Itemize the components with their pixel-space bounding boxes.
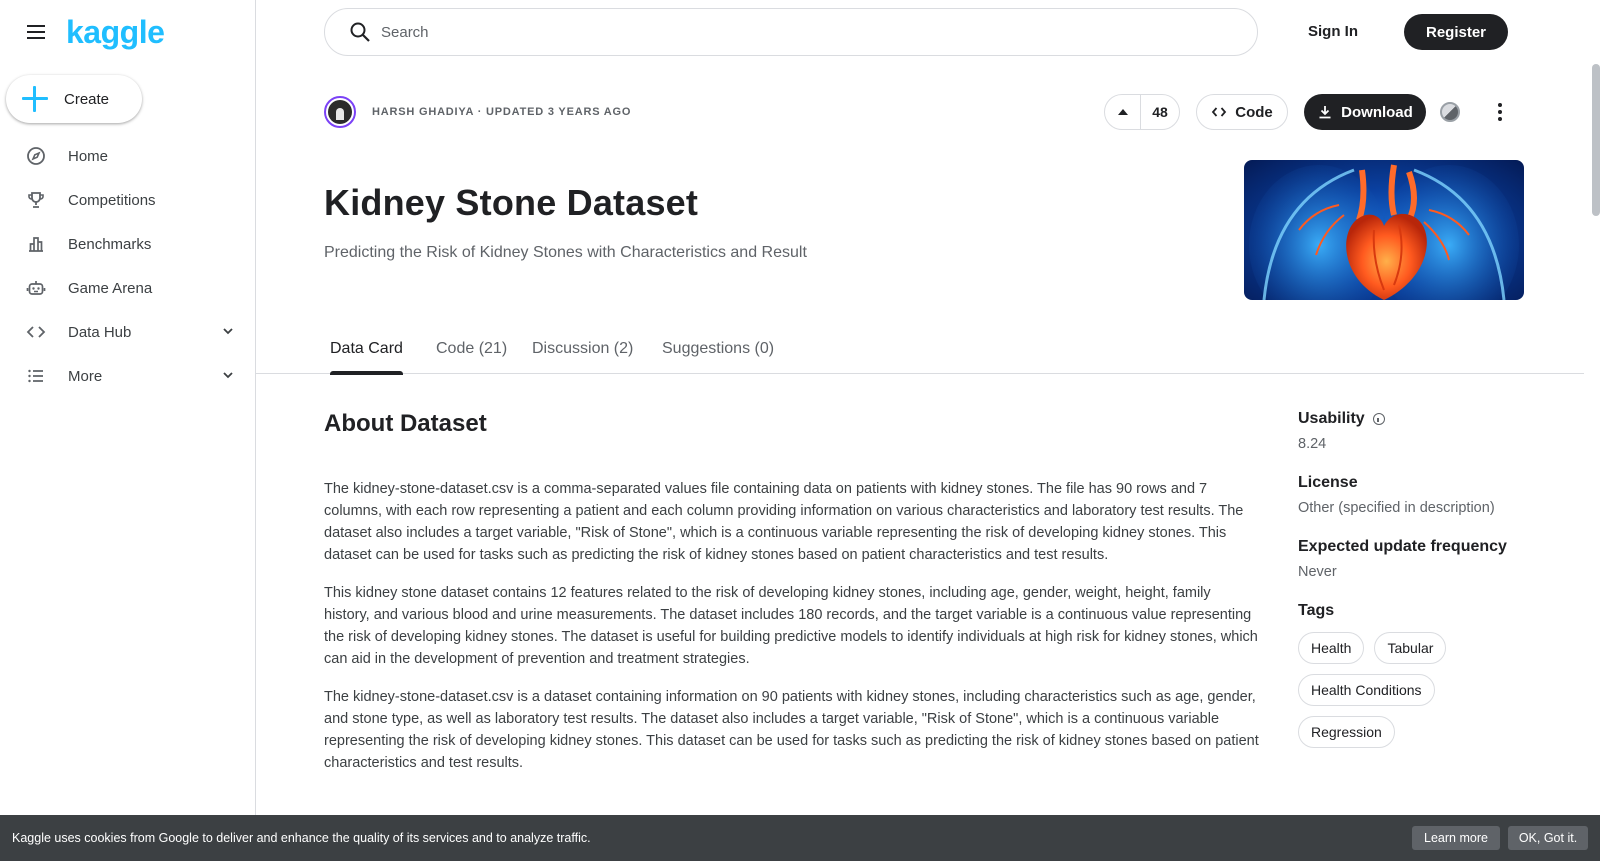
plus-icon <box>22 86 48 112</box>
tag-list <box>1298 632 1528 748</box>
tab-code[interactable]: Code (21) <box>436 340 508 357</box>
description-paragraph: The kidney-stone-dataset.csv is a dataset containing information on 90 patients with kidney stones, including characteristics such as age, gender, and stone type, as well as laboratory test results. The dataset also includes a target variable, "Risk of Stone", which is a continuous variable representing the risk of developing kidney stones. This dataset can be used for tasks such as predicting the risk of kidney stones based on patient characteristics and test results. <box>324 689 1259 771</box>
tag-health[interactable]: Health <box>1298 632 1364 664</box>
create-button[interactable] <box>6 75 142 123</box>
sidebar-item-home[interactable] <box>0 134 255 178</box>
dataset-metadata <box>1298 410 1558 748</box>
contrast-icon[interactable] <box>1440 102 1460 122</box>
avatar-image <box>328 100 352 124</box>
sidebar-item-game-arena[interactable] <box>0 266 255 310</box>
download-button-label: Download <box>1341 103 1413 121</box>
upvote-icon[interactable] <box>1105 95 1141 129</box>
kaggle-logo[interactable]: kaggle <box>66 13 165 50</box>
heart-illustration-icon <box>1244 160 1524 300</box>
create-button-label: Create <box>64 90 110 108</box>
tag-tabular[interactable]: Tabular <box>1374 632 1446 664</box>
sign-in-button[interactable]: Sign In <box>1308 23 1358 40</box>
main-content <box>256 0 1584 861</box>
more-options-icon[interactable] <box>1488 100 1512 124</box>
learn-more-button[interactable]: Learn more <box>1412 826 1500 850</box>
sidebar-item-label: Benchmarks <box>68 235 152 253</box>
menu-icon[interactable] <box>24 20 48 44</box>
compass-icon <box>26 146 46 166</box>
sidebar-item-label: Data Hub <box>68 323 132 341</box>
license-value: Other (specified in description) <box>1298 500 1495 516</box>
search-bar[interactable] <box>324 8 1258 56</box>
description-paragraph: The kidney-stone-dataset.csv is a comma-separated values file containing data on patients with kidney stones. The file has 90 rows and 7 columns, with each row representing a patient and each column providing information on various characteristics and laboratory test results. The dataset also includes a target variable, "Risk of Stone", which is a continuous variable representing the risk of developing kidney stones. This dataset can be used for tasks such as predicting the risk of kidney stones based on patient characteristics and test results. <box>324 481 1244 563</box>
sidebar-item-competitions[interactable] <box>0 178 255 222</box>
tags-label: Tags <box>1298 602 1335 619</box>
owner-row <box>324 95 631 129</box>
sidebar-nav <box>0 134 255 398</box>
code-icon <box>26 322 46 342</box>
bar-chart-icon <box>26 234 46 254</box>
register-button[interactable]: Register <box>1404 14 1508 50</box>
search-icon <box>349 21 371 43</box>
dataset-tabs <box>256 332 1584 374</box>
scrollbar[interactable] <box>1588 0 1600 861</box>
sidebar-item-label: More <box>68 367 103 385</box>
code-icon <box>1211 104 1227 120</box>
info-icon[interactable] <box>1373 413 1385 425</box>
usability-value: 8.24 <box>1298 436 1327 452</box>
search-input[interactable] <box>381 24 1201 41</box>
download-button[interactable] <box>1304 94 1426 130</box>
list-icon <box>26 366 46 386</box>
chevron-down-icon[interactable] <box>221 368 235 382</box>
robot-icon <box>26 278 46 298</box>
download-icon <box>1317 104 1333 120</box>
owner-updated-text: HARSH GHADIYA · UPDATED 3 YEARS AGO <box>372 106 632 118</box>
ok-got-it-button[interactable]: OK, Got it. <box>1508 826 1588 850</box>
code-button[interactable] <box>1196 94 1288 130</box>
dataset-cover-image <box>1244 160 1524 300</box>
sidebar-item-data-hub[interactable] <box>0 310 255 354</box>
sidebar-item-label: Game Arena <box>68 279 153 297</box>
description-paragraph: This kidney stone dataset contains 12 features related to the risk of developing kidney stones, including age, gender, weight, height, family history, and various blood and urine measurements. The dataset includes 180 records, and the target variable is a continuous value representing the risk of developing kidney stones. The dataset is useful for building predictive models to identify individuals at high risk for kidney stones, which can aid in the development of prevention and treatment strategies. <box>324 585 1258 667</box>
page-title: Kidney Stone Dataset <box>324 182 699 223</box>
trophy-icon <box>26 190 46 210</box>
update-frequency-value: Never <box>1298 564 1337 580</box>
sidebar-item-more[interactable] <box>0 354 255 398</box>
sidebar-item-label: Competitions <box>68 191 156 209</box>
about-dataset-heading: About Dataset <box>324 410 487 437</box>
sidebar-item-benchmarks[interactable] <box>0 222 255 266</box>
license-label: License <box>1298 474 1358 491</box>
cookie-message: Kaggle uses cookies from Google to deliver and enhance the quality of its services and to analyze traffic. <box>12 831 591 845</box>
dataset-description <box>324 478 1260 790</box>
usability-heading <box>1298 410 1558 428</box>
tab-discussion[interactable]: Discussion (2) <box>532 340 634 357</box>
vote-count: 48 <box>1152 104 1168 120</box>
code-button-label: Code <box>1235 103 1273 121</box>
usability-label: Usability <box>1298 410 1365 427</box>
cookie-banner <box>0 815 1600 861</box>
sidebar-header <box>0 0 255 64</box>
tab-suggestions[interactable]: Suggestions (0) <box>662 340 775 357</box>
vote-widget <box>1104 94 1180 130</box>
avatar[interactable] <box>324 96 356 128</box>
page-subtitle: Predicting the Risk of Kidney Stones with Characteristics and Result <box>324 244 807 261</box>
scrollbar-thumb[interactable] <box>1592 64 1600 216</box>
tab-data-card[interactable]: Data Card <box>330 332 403 374</box>
update-frequency-label: Expected update frequency <box>1298 538 1507 555</box>
tag-health-conditions[interactable]: Health Conditions <box>1298 674 1435 706</box>
sidebar-item-label: Home <box>68 147 109 165</box>
chevron-down-icon[interactable] <box>221 324 235 338</box>
tag-regression[interactable]: Regression <box>1298 716 1395 748</box>
sidebar <box>0 0 256 861</box>
